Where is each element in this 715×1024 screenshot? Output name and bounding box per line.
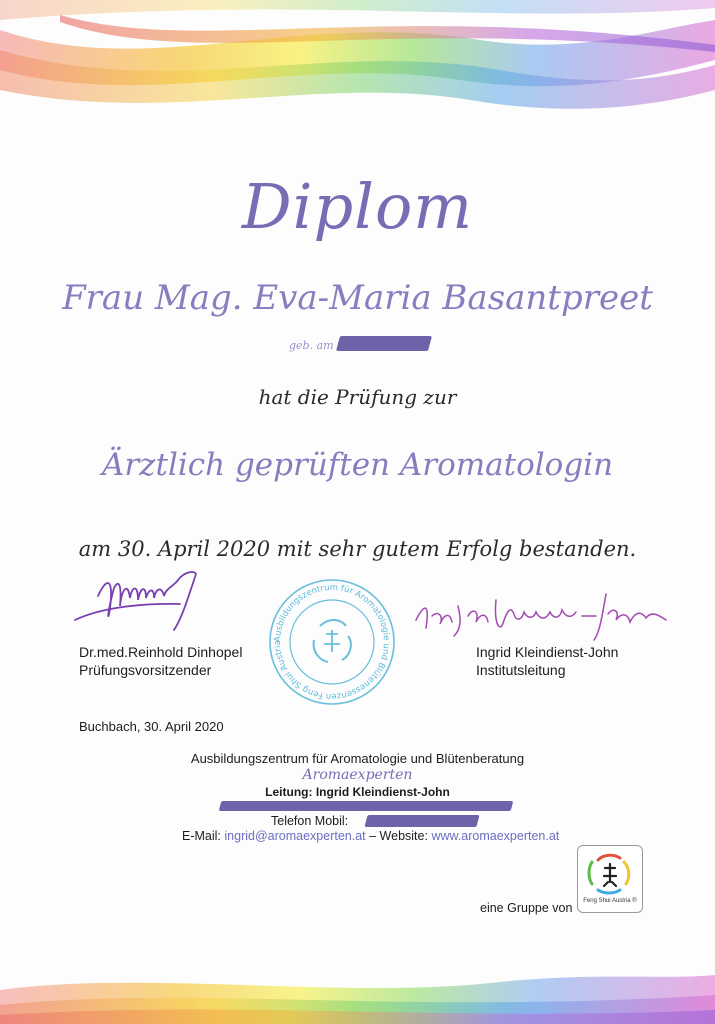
- signature-left: [70, 568, 210, 638]
- brand-name: Aromaexperten: [302, 767, 413, 783]
- signatory-left-role: Prüfungsvorsitzender: [79, 662, 212, 678]
- feng-shui-icon: [578, 846, 642, 898]
- group-label: eine Gruppe von: [480, 901, 573, 915]
- signatory-right-role: Institutsleitung: [476, 662, 566, 678]
- contact-line: [182, 829, 559, 843]
- exam-result: am 30. April 2020 mit sehr gutem Erfolg bestanden.: [78, 537, 637, 561]
- feng-shui-austria-logo: [577, 845, 643, 913]
- exam-intro: hat die Prüfung zur: [258, 385, 457, 409]
- institution-name: Ausbildungszentrum für Aromatologie und Blütenberatung: [190, 751, 525, 766]
- place-date: Buchbach, 30. April 2020: [79, 719, 224, 734]
- redacted-birth-date: [336, 336, 432, 351]
- phone-label: Telefon Mobil:: [271, 814, 349, 828]
- logo-caption: Feng Shui Austria ®: [583, 898, 637, 904]
- email-link[interactable]: ingrid@aromaexperten.at: [224, 829, 366, 843]
- birth-date-label: geb. am: [289, 339, 334, 352]
- certificate-title: Diplom: [241, 170, 474, 243]
- website-link[interactable]: www.aromaexperten.at: [431, 829, 560, 843]
- redacted-phone: [364, 815, 479, 827]
- institution-stamp: [262, 578, 402, 706]
- top-rainbow-swoosh: [0, 0, 715, 150]
- redacted-strip: [219, 801, 514, 811]
- email-label: E-Mail:: [182, 829, 221, 843]
- management-line: Leitung: Ingrid Kleindienst-John: [265, 785, 450, 799]
- signatory-right-name: Ingrid Kleindienst-John: [476, 644, 619, 660]
- recipient-name: Frau Mag. Eva-Maria Basantpreet: [62, 278, 653, 318]
- stamp-ring-text: Ausbildungszentrum für Aromatologie und Blütenessenzen Feng Shui Austria: [272, 582, 392, 702]
- signatory-left-name: Dr.med.Reinhold Dinhopel: [79, 644, 243, 660]
- website-label: – Website:: [369, 829, 428, 843]
- bottom-rainbow-swoosh: [0, 960, 715, 1024]
- signature-right: [410, 586, 675, 646]
- qualification-title: Ärztlich geprüften Aromatologin: [101, 447, 614, 483]
